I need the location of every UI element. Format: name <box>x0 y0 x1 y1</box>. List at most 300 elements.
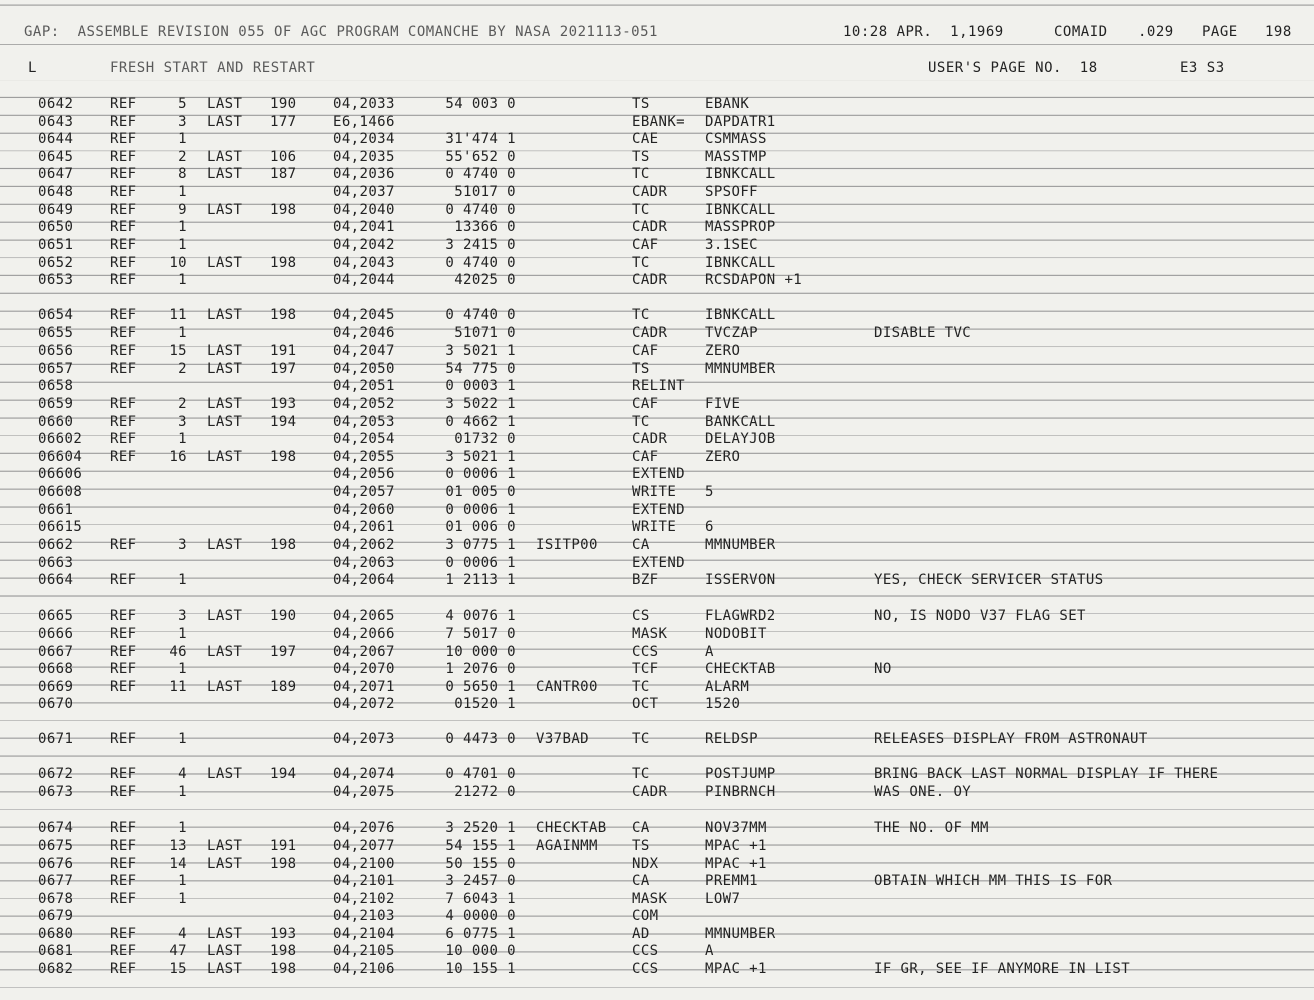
last-page: 198 <box>270 202 297 218</box>
line-number: 0664 <box>38 572 74 588</box>
address: 04,2066 <box>333 626 395 642</box>
opcode: MASK <box>632 626 668 642</box>
opcode: TC <box>632 414 650 430</box>
line-number: 06608 <box>38 484 83 500</box>
operand: CSMMASS <box>705 131 767 147</box>
object-code: 51071 0 <box>454 325 516 341</box>
last-marker: LAST <box>207 856 243 872</box>
line-number: 0669 <box>38 679 74 695</box>
listing-row <box>0 554 1314 572</box>
listing-row <box>0 377 1314 395</box>
object-code: 54 003 0 <box>445 96 516 112</box>
address: 04,2034 <box>333 131 395 147</box>
comment: WAS ONE. OY <box>874 784 972 800</box>
opcode: CADR <box>632 219 668 235</box>
opcode: RELINT <box>632 378 685 394</box>
opcode: COM <box>632 908 659 924</box>
line-number: 0653 <box>38 272 74 288</box>
opcode: EXTEND <box>632 466 685 482</box>
listing-row <box>0 448 1314 466</box>
comment: OBTAIN WHICH MM THIS IS FOR <box>874 873 1113 889</box>
last-page: 190 <box>270 96 297 112</box>
operand: DAPDATR1 <box>705 114 776 130</box>
opcode: CADR <box>632 272 668 288</box>
listing-row <box>0 183 1314 201</box>
listing-row <box>0 660 1314 678</box>
object-code: 13366 0 <box>454 219 516 235</box>
object-code: 0 4740 0 <box>445 202 516 218</box>
operand: TVCZAP <box>705 325 758 341</box>
listing-row <box>0 236 1314 254</box>
last-marker: LAST <box>207 343 243 359</box>
object-code: 6 0775 1 <box>445 926 516 942</box>
listing-row <box>0 872 1314 890</box>
opcode: TS <box>632 149 650 165</box>
line-number: 0681 <box>38 943 74 959</box>
object-code: 50 155 0 <box>445 856 516 872</box>
ref-count: 47 <box>169 943 187 959</box>
line-number: 06604 <box>38 449 83 465</box>
operand: IBNKCALL <box>705 166 776 182</box>
ref-count: 1 <box>178 272 187 288</box>
address: 04,2105 <box>333 943 395 959</box>
symbol-label: AGAINMM <box>536 838 598 854</box>
line-number: 0643 <box>38 114 74 130</box>
ref-count: 8 <box>178 166 187 182</box>
listing-row <box>0 201 1314 219</box>
listing-row <box>0 571 1314 589</box>
address: 04,2057 <box>333 484 395 500</box>
line-number: 0662 <box>38 537 74 553</box>
opcode: CAF <box>632 343 659 359</box>
last-page: 198 <box>270 307 297 323</box>
opcode: CAF <box>632 449 659 465</box>
line-number: 0674 <box>38 820 74 836</box>
operand: 5 <box>705 484 714 500</box>
listing-row <box>0 501 1314 519</box>
line-number: 0651 <box>38 237 74 253</box>
object-code: 54 775 0 <box>445 361 516 377</box>
ref-marker: REF <box>110 114 137 130</box>
address: 04,2071 <box>333 679 395 695</box>
opcode: CA <box>632 537 650 553</box>
ref-marker: REF <box>110 431 137 447</box>
object-code: 0 4740 0 <box>445 307 516 323</box>
opcode: TS <box>632 96 650 112</box>
object-code: 4 0000 0 <box>445 908 516 924</box>
last-page: 198 <box>270 449 297 465</box>
comment: BRING BACK LAST NORMAL DISPLAY IF THERE <box>874 766 1219 782</box>
listing-row <box>0 218 1314 236</box>
ref-count: 2 <box>178 361 187 377</box>
operand: PINBRNCH <box>705 784 776 800</box>
comment: RELEASES DISPLAY FROM ASTRONAUT <box>874 731 1148 747</box>
ref-count: 13 <box>169 838 187 854</box>
line-number: 0654 <box>38 307 74 323</box>
last-page: 198 <box>270 961 297 977</box>
listing-row <box>0 925 1314 943</box>
opcode: CA <box>632 873 650 889</box>
ref-count: 16 <box>169 449 187 465</box>
ref-count: 1 <box>178 731 187 747</box>
line-number: 0665 <box>38 608 74 624</box>
last-page: 194 <box>270 766 297 782</box>
operand: RCSDAPON +1 <box>705 272 803 288</box>
ref-count: 3 <box>178 608 187 624</box>
ref-marker: REF <box>110 926 137 942</box>
operand: ISSERVON <box>705 572 776 588</box>
ref-marker: REF <box>110 873 137 889</box>
line-number: 0670 <box>38 696 74 712</box>
operand: LOW7 <box>705 891 741 907</box>
object-code: 3 2520 1 <box>445 820 516 836</box>
line-number: 0660 <box>38 414 74 430</box>
object-code: 3 0775 1 <box>445 537 516 553</box>
last-page: 191 <box>270 838 297 854</box>
ref-count: 15 <box>169 343 187 359</box>
ref-marker: REF <box>110 943 137 959</box>
object-code: 31'474 1 <box>445 131 516 147</box>
ref-count: 3 <box>178 114 187 130</box>
ref-marker: REF <box>110 679 137 695</box>
comment: YES, CHECK SERVICER STATUS <box>874 572 1104 588</box>
operand: IBNKCALL <box>705 307 776 323</box>
ref-count: 1 <box>178 891 187 907</box>
line-number: 0656 <box>38 343 74 359</box>
line-number: 0678 <box>38 891 74 907</box>
ref-count: 2 <box>178 149 187 165</box>
comment: THE NO. OF MM <box>874 820 989 836</box>
comment: NO, IS NODO V37 FLAG SET <box>874 608 1086 624</box>
ref-count: 1 <box>178 784 187 800</box>
line-number: 0649 <box>38 202 74 218</box>
operand: EBANK <box>705 96 750 112</box>
ref-marker: REF <box>110 237 137 253</box>
last-marker: LAST <box>207 943 243 959</box>
opcode: CAF <box>632 237 659 253</box>
opcode: TS <box>632 838 650 854</box>
ref-marker: REF <box>110 396 137 412</box>
opcode: WRITE <box>632 519 677 535</box>
address: 04,2101 <box>333 873 395 889</box>
address: 04,2045 <box>333 307 395 323</box>
object-code: 7 5017 0 <box>445 626 516 642</box>
opcode: CADR <box>632 325 668 341</box>
operand: PREMM1 <box>705 873 758 889</box>
line-number: 0682 <box>38 961 74 977</box>
ref-count: 4 <box>178 766 187 782</box>
listing-row <box>0 148 1314 166</box>
address: 04,2037 <box>333 184 395 200</box>
ref-count: 1 <box>178 572 187 588</box>
listing-row <box>0 413 1314 431</box>
last-page: 197 <box>270 644 297 660</box>
ref-marker: REF <box>110 272 137 288</box>
ref-marker: REF <box>110 608 137 624</box>
address: 04,2036 <box>333 166 395 182</box>
last-marker: LAST <box>207 307 243 323</box>
operand: DELAYJOB <box>705 431 776 447</box>
ref-count: 3 <box>178 537 187 553</box>
last-page: 189 <box>270 679 297 695</box>
ref-marker: REF <box>110 820 137 836</box>
page-number: 198 <box>1265 24 1292 40</box>
listing-row <box>0 483 1314 501</box>
operand: BANKCALL <box>705 414 776 430</box>
listing-row <box>0 765 1314 783</box>
ref-count: 1 <box>178 626 187 642</box>
address: 04,2055 <box>333 449 395 465</box>
opcode: TC <box>632 166 650 182</box>
last-marker: LAST <box>207 838 243 854</box>
listing-row <box>0 271 1314 289</box>
operand: MMNUMBER <box>705 361 776 377</box>
listing-row <box>0 130 1314 148</box>
ref-marker: REF <box>110 361 137 377</box>
section-title: FRESH START AND RESTART <box>110 60 316 76</box>
ref-marker: REF <box>110 856 137 872</box>
line-number: 0663 <box>38 555 74 571</box>
opcode: TC <box>632 307 650 323</box>
ref-marker: REF <box>110 131 137 147</box>
opcode: EXTEND <box>632 555 685 571</box>
operand: 6 <box>705 519 714 535</box>
ref-marker: REF <box>110 166 137 182</box>
ref-marker: REF <box>110 325 137 341</box>
line-number: 0680 <box>38 926 74 942</box>
opcode: TC <box>632 255 650 271</box>
listing-row <box>0 306 1314 324</box>
address: 04,2047 <box>333 343 395 359</box>
last-page: 198 <box>270 255 297 271</box>
address: 04,2103 <box>333 908 395 924</box>
ref-marker: REF <box>110 784 137 800</box>
opcode: TS <box>632 361 650 377</box>
ref-count: 1 <box>178 131 187 147</box>
line-number: 0645 <box>38 149 74 165</box>
address: 04,2077 <box>333 838 395 854</box>
opcode: TC <box>632 202 650 218</box>
comment: DISABLE TVC <box>874 325 972 341</box>
opcode: CCS <box>632 961 659 977</box>
operand: 3.1SEC <box>705 237 758 253</box>
last-marker: LAST <box>207 114 243 130</box>
comment: IF GR, SEE IF ANYMORE IN LIST <box>874 961 1131 977</box>
ref-marker: REF <box>110 202 137 218</box>
line-number: 06602 <box>38 431 83 447</box>
operand: FLAGWRD2 <box>705 608 776 624</box>
operand: MMNUMBER <box>705 537 776 553</box>
symbol-label: CHECKTAB <box>536 820 607 836</box>
object-code: 3 5021 1 <box>445 343 516 359</box>
line-number: 0644 <box>38 131 74 147</box>
line-number: 06615 <box>38 519 83 535</box>
ref-count: 2 <box>178 396 187 412</box>
operand: FIVE <box>705 396 741 412</box>
line-number: 0652 <box>38 255 74 271</box>
operand: IBNKCALL <box>705 255 776 271</box>
address: 04,2044 <box>333 272 395 288</box>
last-page: 198 <box>270 943 297 959</box>
ref-marker: REF <box>110 307 137 323</box>
address: E6,1466 <box>333 114 395 130</box>
line-number: 0650 <box>38 219 74 235</box>
operand: NODOBIT <box>705 626 767 642</box>
address: 04,2067 <box>333 644 395 660</box>
address: 04,2052 <box>333 396 395 412</box>
object-code: 0 4473 0 <box>445 731 516 747</box>
ref-marker: REF <box>110 343 137 359</box>
last-marker: LAST <box>207 679 243 695</box>
last-marker: LAST <box>207 926 243 942</box>
address: 04,2042 <box>333 237 395 253</box>
object-code: 7 6043 1 <box>445 891 516 907</box>
last-marker: LAST <box>207 449 243 465</box>
ref-count: 1 <box>178 184 187 200</box>
listing-row <box>0 165 1314 183</box>
last-page: 197 <box>270 361 297 377</box>
address: 04,2076 <box>333 820 395 836</box>
line-number: 0661 <box>38 502 74 518</box>
listing-row <box>0 465 1314 483</box>
address: 04,2040 <box>333 202 395 218</box>
address: 04,2075 <box>333 784 395 800</box>
listing-row <box>0 625 1314 643</box>
object-code: 1 2113 1 <box>445 572 516 588</box>
ref-count: 1 <box>178 219 187 235</box>
object-code: 01 006 0 <box>445 519 516 535</box>
listing-row <box>0 942 1314 960</box>
line-number: 0648 <box>38 184 74 200</box>
opcode: BZF <box>632 572 659 588</box>
line-number: 0667 <box>38 644 74 660</box>
listing-row <box>0 360 1314 378</box>
address: 04,2072 <box>333 696 395 712</box>
object-code: 55'652 0 <box>445 149 516 165</box>
line-number: 0679 <box>38 908 74 924</box>
address: 04,2061 <box>333 519 395 535</box>
line-number: 0657 <box>38 361 74 377</box>
ref-marker: REF <box>110 449 137 465</box>
last-page: 194 <box>270 414 297 430</box>
last-marker: LAST <box>207 608 243 624</box>
last-page: 190 <box>270 608 297 624</box>
listing-row <box>0 695 1314 713</box>
last-marker: LAST <box>207 361 243 377</box>
address: 04,2051 <box>333 378 395 394</box>
ref-marker: REF <box>110 537 137 553</box>
opcode: CAF <box>632 396 659 412</box>
opcode: TC <box>632 679 650 695</box>
listing-row <box>0 960 1314 978</box>
opcode: WRITE <box>632 484 677 500</box>
ref-marker: REF <box>110 838 137 854</box>
listing-row <box>0 730 1314 748</box>
page-label: PAGE <box>1202 24 1238 40</box>
last-page: 198 <box>270 537 297 553</box>
last-page: 193 <box>270 926 297 942</box>
user-page-number: USER'S PAGE NO. 18 <box>928 60 1098 76</box>
listing-row <box>0 819 1314 837</box>
object-code: 01732 0 <box>454 431 516 447</box>
opcode: NDX <box>632 856 659 872</box>
operand: MMNUMBER <box>705 926 776 942</box>
ref-count: 3 <box>178 414 187 430</box>
symbol-label: ISITP00 <box>536 537 598 553</box>
ref-count: 1 <box>178 661 187 677</box>
line-number: 0668 <box>38 661 74 677</box>
operand: RELDSP <box>705 731 758 747</box>
object-code: 3 5021 1 <box>445 449 516 465</box>
object-code: 10 155 1 <box>445 961 516 977</box>
operand: ALARM <box>705 679 750 695</box>
opcode: EBANK= <box>632 114 685 130</box>
last-marker: LAST <box>207 166 243 182</box>
object-code: 1 2076 0 <box>445 661 516 677</box>
last-marker: LAST <box>207 96 243 112</box>
line-number: 0666 <box>38 626 74 642</box>
object-code: 0 4662 1 <box>445 414 516 430</box>
listing-row <box>0 855 1314 873</box>
last-marker: LAST <box>207 961 243 977</box>
last-marker: LAST <box>207 255 243 271</box>
object-code: 51017 0 <box>454 184 516 200</box>
address: 04,2063 <box>333 555 395 571</box>
listing-row <box>0 430 1314 448</box>
object-code: 0 4701 0 <box>445 766 516 782</box>
listing-row <box>0 324 1314 342</box>
ref-marker: REF <box>110 184 137 200</box>
opcode: CAE <box>632 131 659 147</box>
last-marker: LAST <box>207 414 243 430</box>
line-number: 0642 <box>38 96 74 112</box>
ref-count: 1 <box>178 431 187 447</box>
version-number: .029 <box>1138 24 1174 40</box>
address: 04,2050 <box>333 361 395 377</box>
ref-marker: REF <box>110 149 137 165</box>
listing-row <box>0 113 1314 131</box>
ref-count: 14 <box>169 856 187 872</box>
listing-row <box>0 342 1314 360</box>
comaid-label: COMAID <box>1054 24 1108 40</box>
ref-count: 11 <box>169 307 187 323</box>
last-marker: LAST <box>207 149 243 165</box>
ref-marker: REF <box>110 961 137 977</box>
program-title: GAP: ASSEMBLE REVISION 055 OF AGC PROGRAM COMANCHE BY NASA 2021113-051 <box>24 24 658 40</box>
address: 04,2054 <box>333 431 395 447</box>
object-code: 0 0006 1 <box>445 555 516 571</box>
ref-marker: REF <box>110 219 137 235</box>
opcode: CA <box>632 820 650 836</box>
listing-row <box>0 678 1314 696</box>
line-number: 0658 <box>38 378 74 394</box>
opcode: CCS <box>632 943 659 959</box>
listing-header <box>0 22 1314 44</box>
opcode: CADR <box>632 184 668 200</box>
address: 04,2073 <box>333 731 395 747</box>
address: 04,2074 <box>333 766 395 782</box>
listing-row <box>0 395 1314 413</box>
object-code: 0 4740 0 <box>445 166 516 182</box>
operand: NOV37MM <box>705 820 767 836</box>
object-code: 3 2415 0 <box>445 237 516 253</box>
operand: MASSPROP <box>705 219 776 235</box>
log-letter: L <box>28 60 37 76</box>
listing-row <box>0 643 1314 661</box>
listing-row <box>0 783 1314 801</box>
operand: A <box>705 943 714 959</box>
last-marker: LAST <box>207 202 243 218</box>
